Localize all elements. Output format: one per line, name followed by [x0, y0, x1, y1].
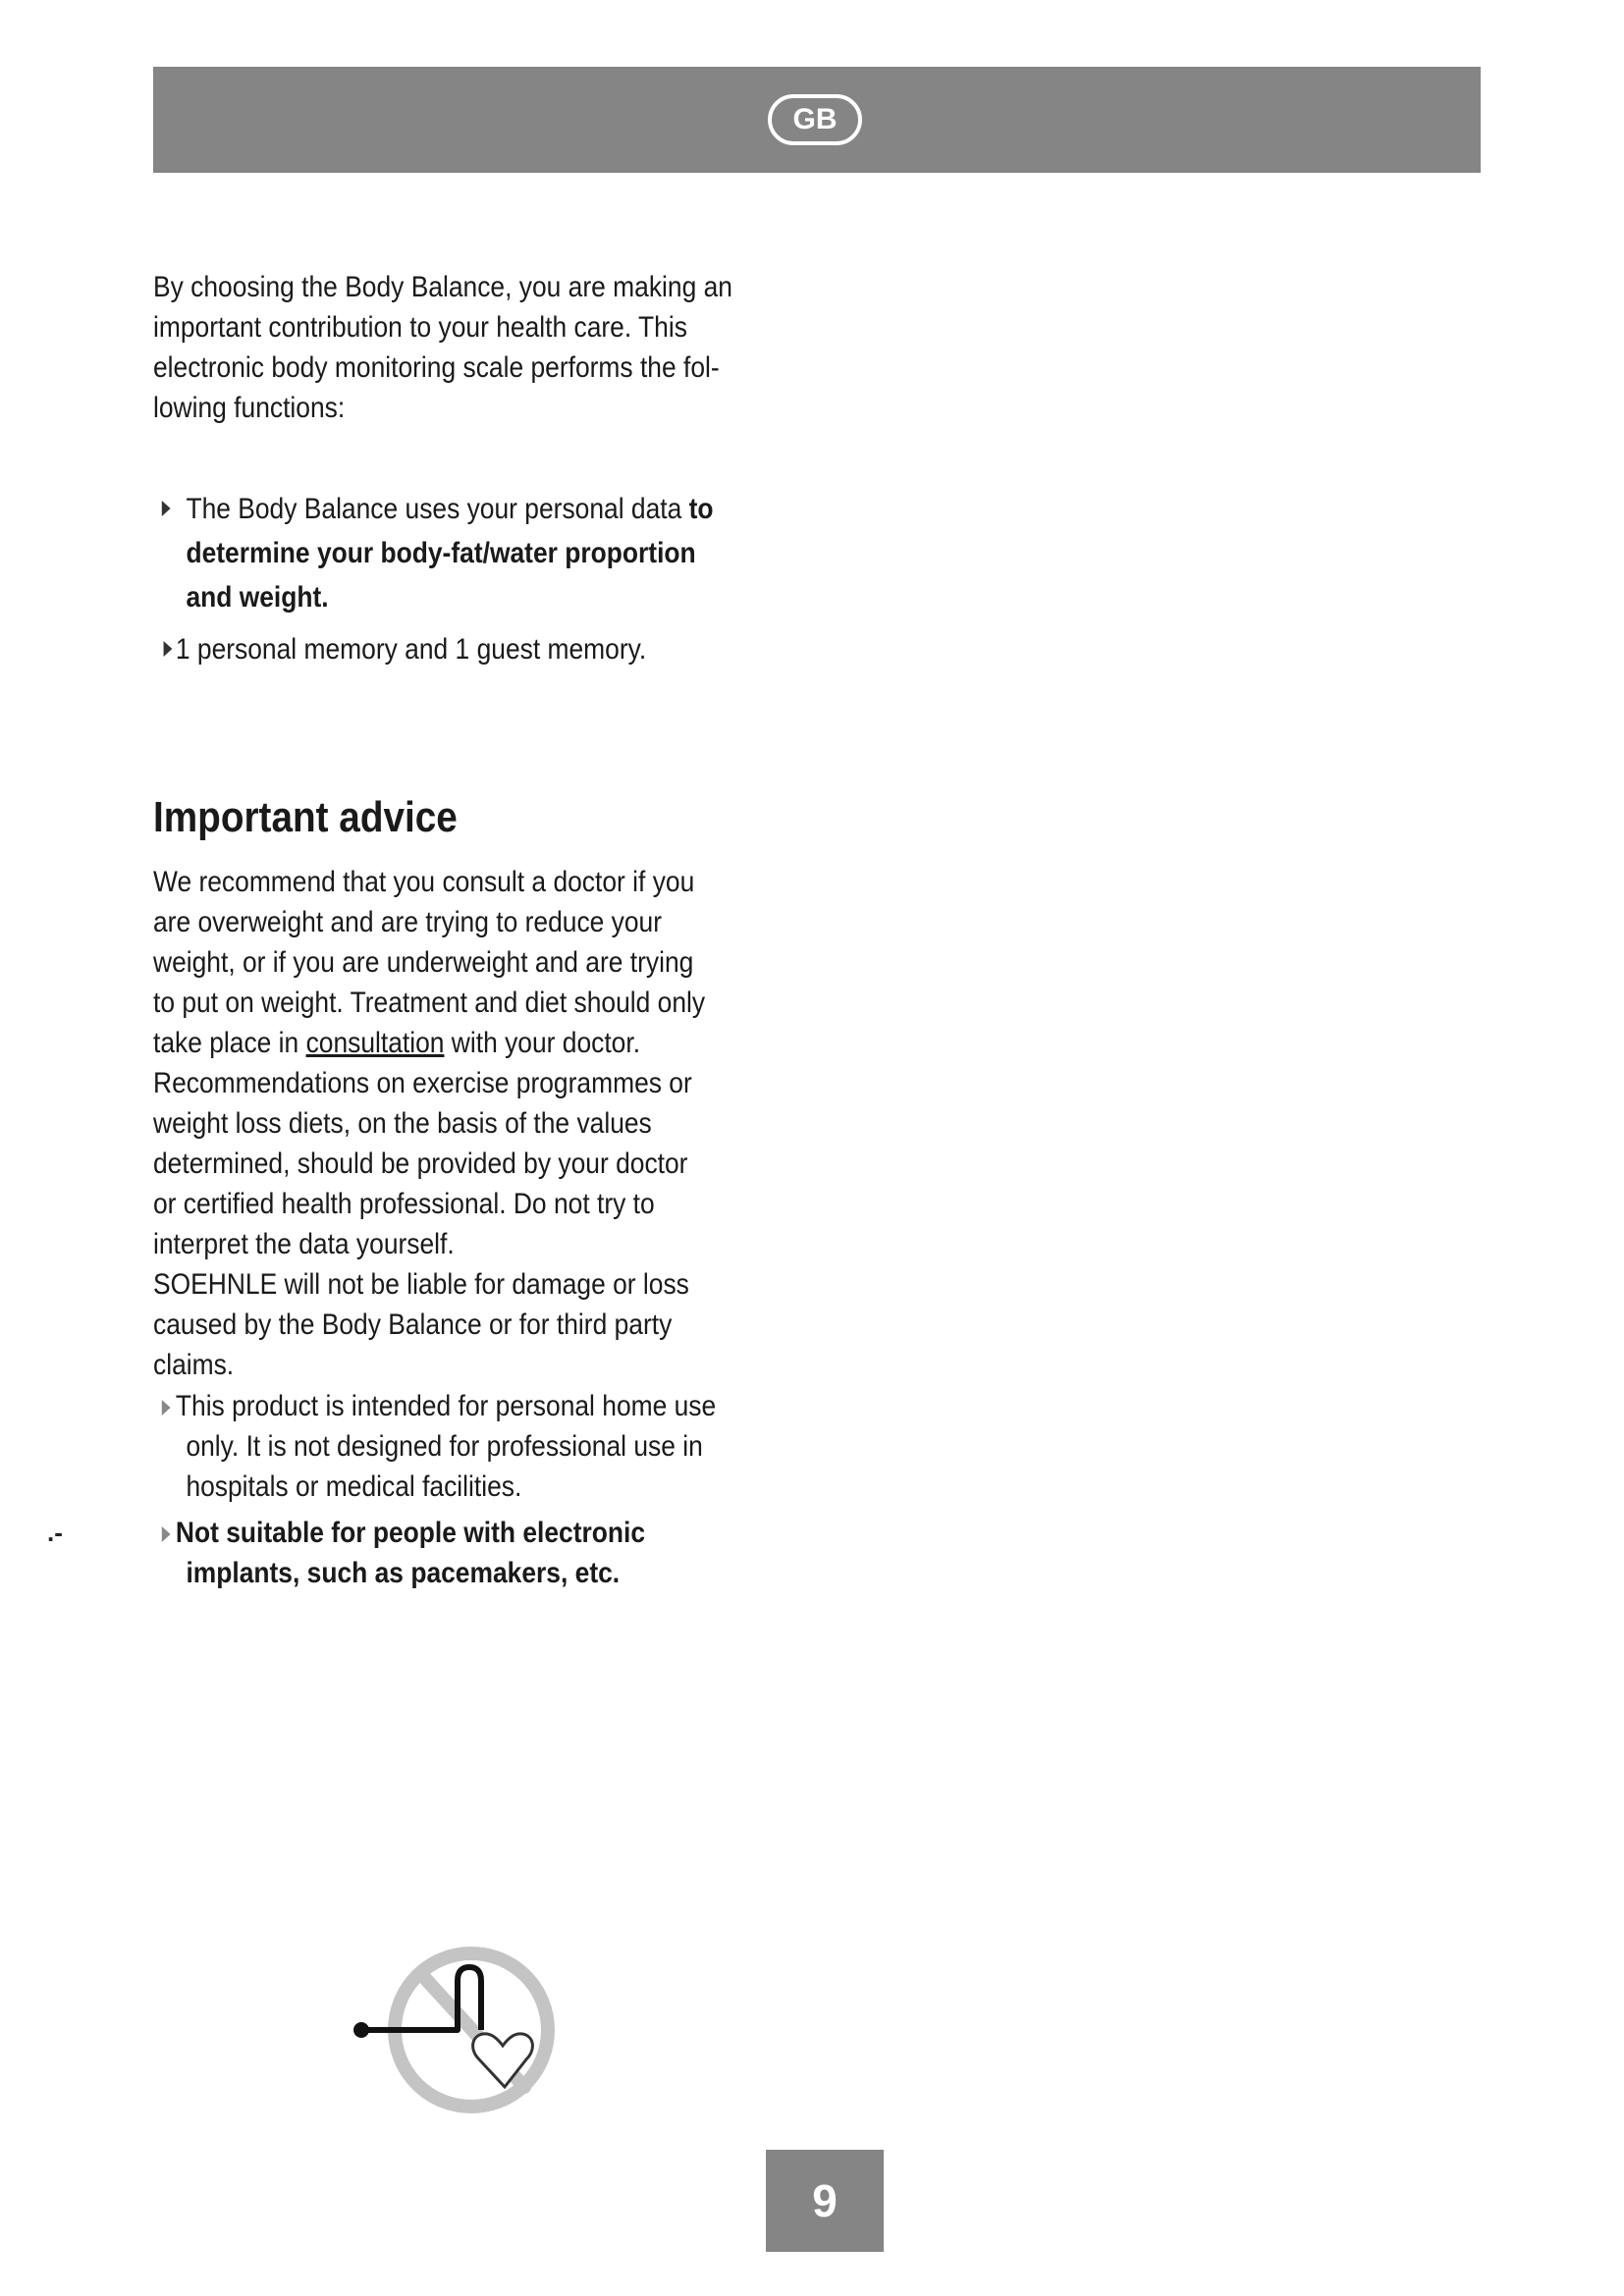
- function-bold: to: [688, 493, 714, 525]
- intro-line: lowing functions:: [153, 392, 346, 424]
- advice-line: are overweight and are trying to reduce your: [153, 906, 663, 938]
- advice-line: weight, or if you are underweight and are trying: [153, 946, 694, 979]
- advice-line: [153, 1023, 790, 1063]
- list-item: [153, 1513, 790, 1593]
- function-bold: and weight.: [186, 581, 329, 614]
- note-text: Not suitable for people with electronic: [175, 1517, 646, 1549]
- page-number: 9: [766, 2150, 884, 2252]
- arrow-right-icon: [162, 1400, 171, 1415]
- function-text: The Body Balance uses your personal data: [186, 493, 689, 525]
- advice-line: SOEHNLE will not be liable for damage or loss: [153, 1268, 689, 1301]
- advice-line: caused by the Body Balance or for third party: [153, 1308, 673, 1341]
- list-item: [153, 627, 790, 671]
- functions-list: [153, 487, 790, 671]
- advice-line: or certified health professional. Do not try to: [153, 1188, 655, 1220]
- list-item: [153, 487, 790, 619]
- list-item: [153, 1386, 790, 1507]
- function-text: 1 personal memory and 1 guest memory.: [175, 633, 647, 666]
- advice-line: claims.: [153, 1349, 235, 1381]
- consultation-text: consultation: [305, 1027, 445, 1059]
- arrow-right-icon: [162, 501, 171, 516]
- intro-line: electronic body monitoring scale performs the fol-: [153, 351, 720, 384]
- advice-line: Recommendations on exercise programmes or: [153, 1067, 692, 1099]
- advice-text: with your doctor.: [444, 1027, 641, 1059]
- intro-line: By choosing the Body Balance, you are making an: [153, 271, 732, 303]
- advice-line: to put on weight. Treatment and diet should only: [153, 987, 706, 1019]
- header-bar: [153, 67, 1481, 173]
- advice-line: We recommend that you consult a doctor if you: [153, 866, 695, 898]
- margin-mark: .-: [47, 1518, 63, 1547]
- note-text: hospitals or medical facilities.: [186, 1470, 522, 1503]
- advice-line: interpret the data yourself.: [153, 1228, 455, 1260]
- function-bold: determine your body-fat/water proportion: [186, 537, 696, 569]
- no-pacemaker-icon: [348, 1940, 564, 2122]
- notes-list: [153, 1386, 790, 1593]
- arrow-right-icon: [164, 641, 173, 657]
- note-text: This product is intended for personal home use: [175, 1390, 717, 1422]
- section-title: Important advice: [153, 793, 458, 841]
- advice-line: determined, should be provided by your doctor: [153, 1148, 688, 1180]
- language-badge: GB: [768, 94, 862, 145]
- advice-text: take place in: [153, 1027, 306, 1059]
- intro-line: important contribution to your health care. This: [153, 311, 687, 344]
- arrow-right-icon: [162, 1526, 171, 1542]
- advice-paragraph: [153, 862, 790, 1385]
- note-text: implants, such as pacemakers, etc.: [186, 1557, 621, 1589]
- note-text: only. It is not designed for professional use in: [186, 1430, 703, 1463]
- advice-line: weight loss diets, on the basis of the values: [153, 1107, 652, 1140]
- intro-paragraph: [153, 267, 790, 428]
